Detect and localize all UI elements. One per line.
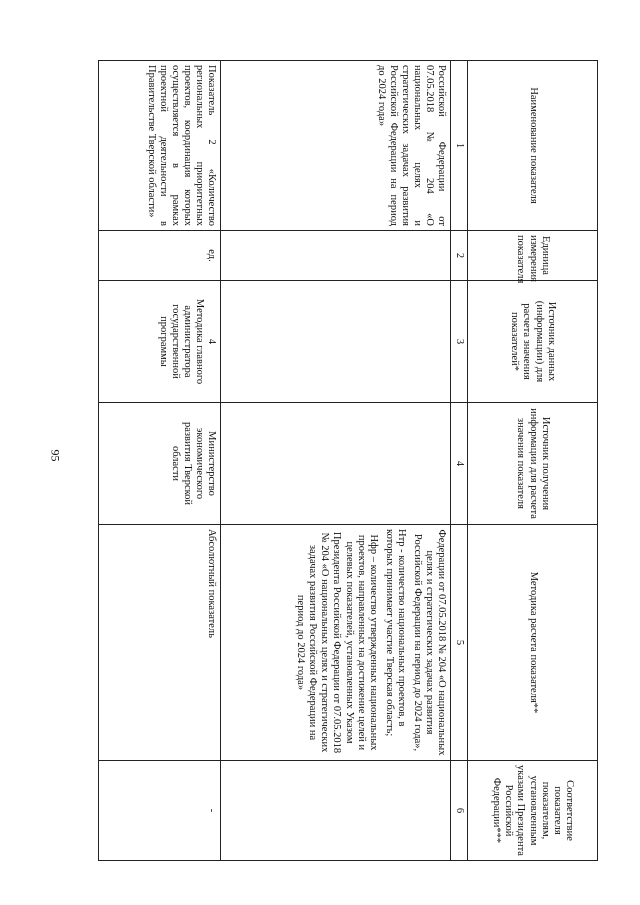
unit-cell: [221, 231, 451, 281]
method-line: Федерации от 07.05.2018 № 204 «О национальных целях и стратегических задачах развития Российской Федерации на период до 2024 года»,: [411, 529, 447, 756]
header-data-source: Источник данных (информации) для расчета значения показателей*: [468, 281, 598, 403]
method-line: Нтр - количество национальных проектов, в которых принимает участие Тверская область;: [383, 529, 407, 737]
method-cell: [221, 525, 451, 761]
column-number: 5: [451, 525, 468, 761]
method-cell: Абсолютный показатель: [99, 525, 221, 761]
table-row: [99, 61, 221, 861]
compliance-cell: -: [99, 761, 221, 861]
indicator-name-cell: Российской Федерации от 07.05.2018 № 204 «О национальных целях и стратегических задачах развития Российской Федерации на период до 2024 года»: [221, 61, 451, 231]
column-number: 4: [451, 403, 468, 525]
table-inner: [98, 60, 598, 860]
data-source-cell: [99, 281, 221, 403]
indicators-table: [98, 60, 598, 861]
header-indicator-name: Наименование показателя: [468, 61, 598, 231]
header-compliance: Соответствие показателя показателям, установленным указами Президента Российской Федерации***: [468, 761, 598, 861]
indicator-name-cell: Показатель 2 «Количество региональных приоритетных проектов, координация которых осуществляется в рамках проектной деятельности в Правительстве Тверской области»: [99, 61, 221, 231]
info-source-cell: Министерство экономического развития Тверской области: [99, 403, 221, 525]
header-unit: Единица измерения показателя: [468, 231, 598, 281]
header-row: [468, 61, 598, 861]
header-method: Методика расчета показателя**: [468, 525, 598, 761]
header-info-source: Источник получения информации для расчета значения показателя: [468, 403, 598, 525]
rotated-table-container: [98, 60, 598, 860]
data-source-text: Методика главного администратора государственной программы: [157, 298, 205, 385]
method-line: Нфр – количество утвержденных национальных проектов, направленных на достижение целей и целевых показателей, установленных Указом Президента Российской Федерации от 07.05.2018 № 204 «О национальных целях и стратегических задачах развития Российской Федерации на период до 2024 года»: [295, 531, 379, 754]
data-source-cell: [221, 281, 451, 403]
column-number: 6: [451, 761, 468, 861]
info-source-cell: [221, 403, 451, 525]
data-source-code: 4: [206, 338, 217, 345]
column-number: 3: [451, 281, 468, 403]
page-number: 95: [48, 449, 63, 462]
column-number: 2: [451, 231, 468, 281]
column-number-row: [451, 61, 468, 861]
unit-cell: ед.: [99, 231, 221, 281]
column-number: 1: [451, 61, 468, 231]
compliance-cell: [221, 761, 451, 861]
table-row: [221, 61, 451, 861]
